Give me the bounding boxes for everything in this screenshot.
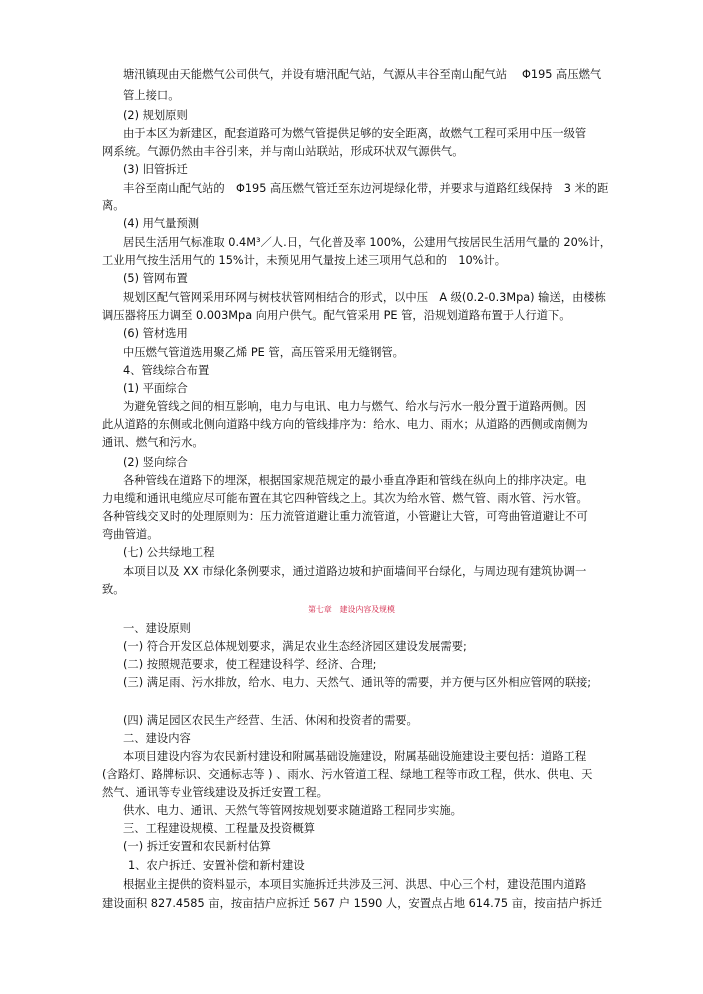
text-line: 工业用气按生活用气的 15%计，未预见用气量按上述三项用气总和的 10%计。 (102, 254, 507, 267)
text-line: 各种管线在道路下的埋深，根据国家规范规定的最小垂直净距和管线在纵向上的排序决定。电 (123, 474, 587, 487)
list-item: (四) 满足园区农民生产经营、生活、休闲和投资者的需要。 (123, 714, 418, 727)
subsection-heading: 1、农户拆迁、安置补偿和新村建设 (128, 859, 305, 872)
text-line: 力电缆和通讯电缆应尽可能布置在其它四种管线之上。其次为给水管、燃气管、雨水管、污水管。 (102, 492, 588, 505)
text-line: 居民生活用气标准取 0.4M³／人.日，气化普及率 100%，公建用气按居民生活用气量的 20%计， (123, 236, 612, 249)
text-line: 为避免管线之间的相互影响，电力与电讯、电力与燃气、给水与污水一般分置于道路两侧。因 (123, 400, 587, 413)
subsection-heading: (3) 旧管拆迁 (123, 163, 188, 176)
text-line: 中压燃气管道选用聚乙烯 PE 管，高压管采用无缝钢管。 (123, 346, 404, 359)
subsection-heading: (4) 用气量预测 (123, 217, 200, 230)
text-line: 然气、通讯等专业管线建设及拆迁安置工程。 (102, 786, 328, 799)
text-line: 此从道路的东侧或北侧向道路中线方向的管线排序为：给水、电力、雨水；从道路的西侧或南侧为 (102, 418, 588, 431)
text-line: 致。 (102, 583, 125, 596)
subsection-heading: (2) 竖向综合 (123, 456, 188, 469)
section-heading: 4、管线综合布置 (123, 364, 210, 377)
text-line: 调压器将压力调至 0.003Mpa 向用户供气。配气管采用 PE 管，沿规划道路布置于人行道下。 (102, 309, 571, 322)
subsection-heading: (2) 规划原则 (123, 109, 188, 122)
section-heading: 三、工程建设规模、工程量及投资概算 (123, 822, 316, 835)
text-line: 网系统。气源仍然由丰谷引来，并与南山站联站，形成环状双气源供气。 (102, 145, 464, 158)
list-item: (二) 按照规范要求，使工程建设科学、经济、合理; (123, 658, 377, 671)
text-line: 由于本区为新建区，配套道路可为燃气管提供足够的安全距离，故燃气工程可采用中压一级管 (123, 127, 587, 140)
section-heading: 一、建设原则 (123, 622, 191, 635)
text-line: 本项目建设内容为农民新村建设和附属基础设施建设，附属基础设施建设主要包括：道路工程 (123, 750, 587, 763)
text-line: 规划区配气管网采用环网与树枝状管网相结合的形式，以中压 A 级(0.2-0.3Mpa) 输送，由楼栋 (123, 291, 606, 304)
text-line: 建设面积 827.4585 亩，按亩拮户应拆迁 567 户 1590 人，安置点占地 614.75 亩，按亩拮户拆迁 (102, 897, 603, 910)
list-item: (一) 符合开发区总体规划要求，满足农业生态经济园区建设发展需要; (123, 640, 467, 653)
subsection-heading: (6) 管材选用 (123, 327, 188, 340)
subsection-heading: (5) 管网布置 (123, 272, 188, 285)
text-line: 离。 (102, 199, 125, 212)
text-line: 各种管线交叉时的处理原则为：压力流管道避让重力流管道，小管避让大管，可弯曲管道避让不可 (102, 510, 588, 523)
text-line: 根据业主提供的资料显示，本项目实施拆迁共涉及三河、洪思、中心三个村，建设范围内道路 (123, 878, 587, 891)
text-line: 弯曲管道。 (102, 528, 159, 541)
text-line: 丰谷至南山配气站的 Φ195 高压燃气管迁至东边河堤绿化带，并要求与道路红线保持 3 米的距 (123, 182, 609, 195)
text-line: 塘汛镇现由天能燃气公司供气，并设有塘汛配气站，气源从丰谷至南山配气站 Φ195 高压燃气 (123, 68, 602, 81)
text-line: 供水、电力、通讯、天然气等管网按规划要求随道路工程同步实施。 (123, 804, 462, 817)
subsection-heading: (一) 拆迁安置和农民新村估算 (123, 840, 271, 853)
text-line: 管上接口。 (123, 89, 180, 102)
chapter-title: 第七章 建设内容及规模 (308, 605, 395, 614)
subsection-heading: (七) 公共绿地工程 (123, 546, 215, 559)
text-line: 通讯、燃气和污水。 (102, 436, 204, 449)
section-heading: 二、建设内容 (123, 732, 191, 745)
list-item: (三) 满足雨、污水排放，给水、电力、天然气、通讯等的需要，并方便与区外相应管网的联接; (123, 676, 592, 689)
subsection-heading: (1) 平面综合 (123, 382, 188, 395)
text-line: 本项目以及 XX 市绿化条例要求，通过道路边坡和护面墙间平台绿化，与周边现有建筑协调一 (123, 565, 587, 578)
text-line: (含路灯、路牌标识、交通标志等 ) 、雨水、污水管道工程、绿地工程等市政工程，供水、供电、天 (102, 768, 593, 781)
